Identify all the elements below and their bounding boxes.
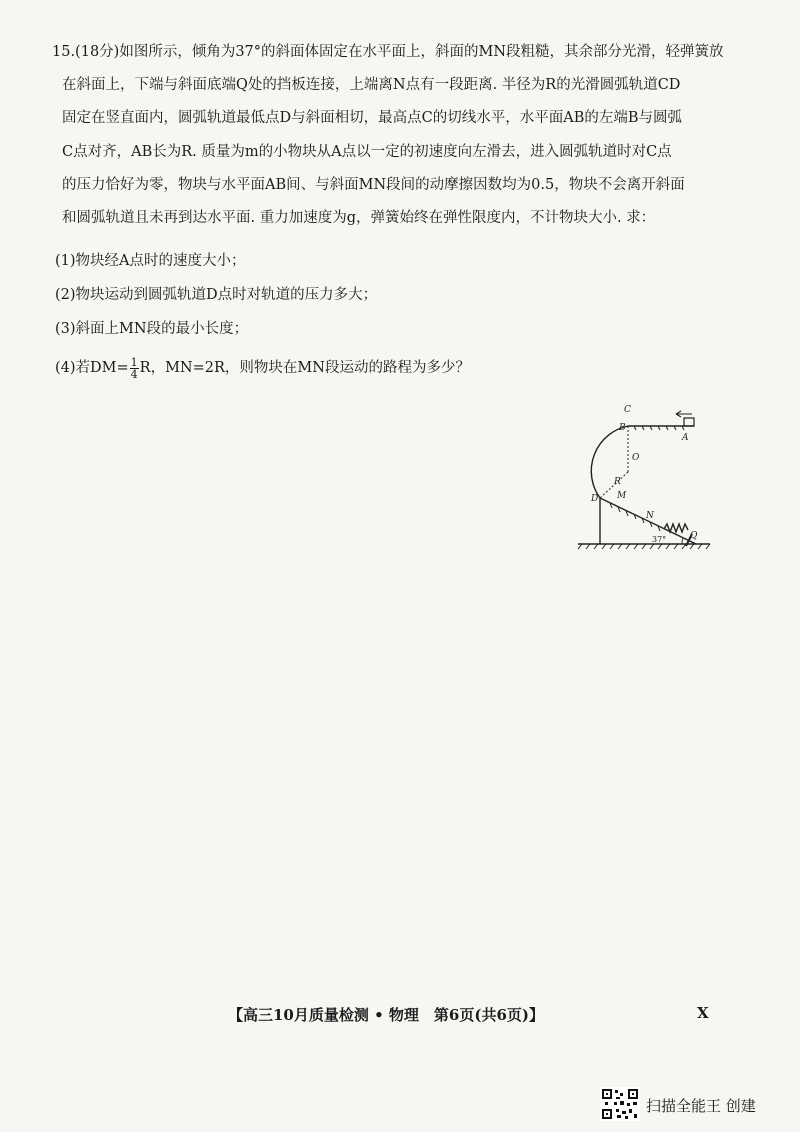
label-angle: 37°: [652, 535, 667, 544]
scanner-watermark-text: 扫描全能王 创建: [646, 1097, 756, 1115]
label-a: A: [682, 433, 689, 443]
label-n: N: [646, 511, 654, 521]
velocity-arrow: [676, 411, 692, 417]
question-2: (2)物块运动到圆弧轨道D点时对轨道的压力多大；: [55, 287, 378, 303]
block: [684, 418, 694, 426]
fraction-numerator: 1: [130, 355, 138, 369]
problem-line-2: 在斜面上，下端与斜面底端Q处的挡板连接，上端离N点有一段距离. 半径为R的光滑圆弧轨道CD: [62, 77, 681, 93]
label-o: O: [632, 453, 640, 463]
angle-arc: [682, 538, 683, 544]
mechanics-diagram: [570, 398, 720, 558]
label-q: Q: [690, 531, 698, 541]
fraction-denominator: 4: [130, 367, 138, 381]
question-4: [55, 356, 470, 380]
problem-line-6: 和圆弧轨道且未再到达水平面. 重力加速度为g，弹簧始终在弹性限度内，不计物块大小. 求：: [62, 210, 656, 226]
fraction-one-quarter: [130, 357, 139, 380]
question-4-suffix: R，MN=2R，则物块在MN段运动的路程为多少？: [139, 360, 470, 376]
label-d: D: [591, 494, 599, 504]
label-r: R: [614, 477, 621, 487]
problem-line-4: C点对齐，AB长为R. 质量为m的小物块从A点以一定的初速度向左滑去，进入圆弧轨道时对C点: [62, 144, 672, 160]
qr-code-icon: [600, 1087, 640, 1121]
label-c: C: [624, 405, 631, 415]
incline-surface: [600, 498, 696, 544]
problem-line-5: 的压力恰好为零，物块与水平面AB间、与斜面MN段间的动摩擦因数均为0.5，物块不会离开斜面: [62, 177, 685, 193]
ground-hatch: [578, 544, 710, 549]
scanner-watermark: [600, 1087, 790, 1121]
question-3: (3)斜面上MN段的最小长度；: [55, 321, 249, 337]
arc-track: [591, 426, 628, 498]
problem-line-1: 15.(18分)如图所示，倾角为37°的斜面体固定在水平面上，斜面的MN段粗糙，其余部分光滑，轻弹簧放: [52, 44, 724, 60]
question-1: (1)物块经A点时的速度大小；: [55, 253, 246, 269]
problem-line-3: 固定在竖直面内，圆弧轨道最低点D与斜面相切，最高点C的切线水平，水平面AB的左端B与圆弧: [62, 110, 682, 126]
page-mark: X: [697, 1004, 709, 1022]
question-4-prefix: (4)若DM=: [55, 360, 129, 376]
label-b: B: [619, 423, 626, 433]
label-m: M: [617, 491, 627, 501]
page-footer: 【高三10月质量检测 • 物理 第6页(共6页)】: [228, 1006, 544, 1024]
